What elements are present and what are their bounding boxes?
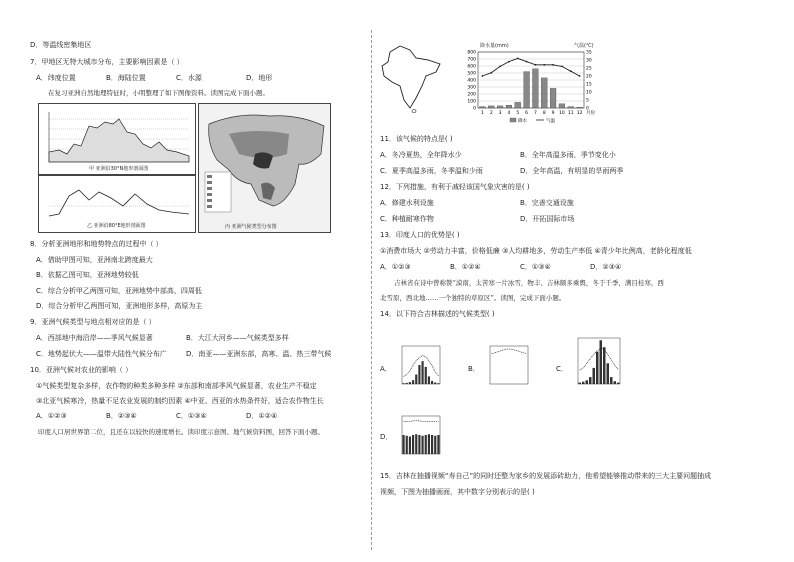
temperature-point xyxy=(570,70,572,72)
x-tick-label: 11 xyxy=(567,111,574,116)
mini-precip-bar xyxy=(431,381,433,384)
precip-bar xyxy=(550,88,556,108)
intro-jilin-1: 吉林省在诗中曾称赞“漠南，太苦寒一片冰雪，物丰、吉林颇多乘舆，冬于千季，满目桂寒，西 xyxy=(394,279,664,287)
q9-option-c: C．地势起伏大——温带大陆性气候分布广 xyxy=(36,350,167,358)
mini-frame xyxy=(578,338,620,384)
mini-precip-bar xyxy=(406,383,408,384)
q9-option-b: B．大江大河乡——气候类型多样 xyxy=(186,334,289,342)
q11-option-c: C．夏季高温多雨，冬季温和少雨 xyxy=(380,167,483,175)
q12-stem: 12．下列措施，有利于减轻该国气象灾害的是( ) xyxy=(380,183,530,191)
q13-option-a: A．①②③ xyxy=(380,263,411,271)
q14-option-d-diagram[interactable] xyxy=(392,410,450,462)
india-outline-svg xyxy=(378,42,448,114)
mini-frame xyxy=(402,346,440,384)
india-map xyxy=(378,42,448,114)
q11-stem: 11．该气候的特点是( ) xyxy=(380,135,453,143)
q10-statement-2: ③北亚气候寒冷，热量不足农业发展的制约因素 ④中亚、西亚的水热条件好，适合农作物生长 xyxy=(36,397,324,405)
x-tick-label: 2 xyxy=(489,111,493,116)
q14-option-b-label: B． xyxy=(468,365,480,373)
x-tick-label: 1 xyxy=(480,111,484,116)
mini-precip-bar xyxy=(600,340,603,384)
precip-bar xyxy=(497,106,503,108)
temperature-point xyxy=(508,61,510,63)
mini-precip-bar xyxy=(610,377,613,384)
q7-stem: 7．甲地区无特大城市分布，主要影响因素是（ ） xyxy=(30,58,184,66)
q14-option-a-diagram[interactable] xyxy=(392,340,450,392)
q6-option-d: D．等温线密集地区 xyxy=(30,41,92,49)
figure-jia-profile xyxy=(38,103,196,175)
temperature-point xyxy=(499,66,501,68)
figure-yi-profile xyxy=(38,175,196,233)
mini-precip-bar xyxy=(437,383,439,384)
y-tick-right: 20 xyxy=(586,74,592,80)
mini-precip-bar xyxy=(412,435,414,454)
mini-precip-bar xyxy=(403,435,405,454)
mini-precip-bar xyxy=(596,352,599,384)
mini-precip-bar xyxy=(617,383,620,384)
chart-ylabel-right: 气温(℃) xyxy=(574,43,594,49)
q11-option-d: D．全年高温，有明显的旱雨两季 xyxy=(520,167,624,175)
q10-option-b: B．②③④ xyxy=(106,412,137,420)
mini-precip-bar xyxy=(589,377,592,384)
mini-temp-line xyxy=(492,349,527,354)
q13-option-b: B．①②④ xyxy=(450,263,481,271)
mini-precip-bar xyxy=(586,380,589,384)
y-tick-right: 15 xyxy=(586,82,592,88)
fig-jia-caption: 甲 亚洲沿30°N地形剖面图 xyxy=(89,166,149,172)
legend-line-label: 气温 xyxy=(546,119,555,124)
asia-climate-map-svg xyxy=(199,104,330,224)
temperature-point xyxy=(543,64,545,66)
mini-climate-a-svg xyxy=(392,340,450,392)
mini-climate-d-svg xyxy=(392,410,450,462)
precip-bar xyxy=(577,107,583,108)
q7-option-d: D．地形 xyxy=(246,74,273,82)
mini-temp-line xyxy=(404,421,439,422)
figure-bing-climate-map xyxy=(198,103,331,233)
x-tick-label: 8 xyxy=(542,111,546,116)
temperature-point xyxy=(579,75,581,77)
mini-precip-bar xyxy=(418,365,420,384)
x-tick-label: 5 xyxy=(516,111,520,116)
q8-stem: 8．分析亚洲地形和地势特点的过程中（ ） xyxy=(30,240,163,248)
q14-option-c-label: C． xyxy=(556,365,568,373)
q10-stem: 10．亚洲气候对农业的影响（ ） xyxy=(30,366,133,374)
profile-30n-svg xyxy=(39,104,195,174)
mini-climate-b-svg xyxy=(480,340,538,392)
y-tick-left: 400 xyxy=(467,78,476,84)
y-tick-left: 600 xyxy=(467,64,476,70)
mini-precip-bar xyxy=(425,367,427,384)
mini-precip-bar xyxy=(406,436,408,454)
q7-option-c: C．水源 xyxy=(176,74,202,82)
mini-precip-bar xyxy=(614,381,617,384)
precip-bar xyxy=(488,106,494,108)
y-tick-right: 30 xyxy=(586,58,592,64)
y-tick-right: 5 xyxy=(586,98,589,104)
temperature-point xyxy=(561,66,563,68)
precip-bar xyxy=(515,102,521,108)
precip-bar xyxy=(533,69,539,108)
intro-asia: 在复习亚洲自然地理特征时，小明整理了如下图像资料。读图完成下面小题。 xyxy=(48,89,269,97)
mini-precip-bar xyxy=(434,436,436,454)
q15-stem-1: 15．吉林在抽播视频“寿自己”的同时还整为家乡的发展添砖助力，他希望能够推动带来的三大主要问题抽成 xyxy=(380,472,712,480)
mini-precip-bar xyxy=(428,376,430,384)
precip-bar xyxy=(568,107,574,108)
q9-stem: 9．亚洲气候类型与地点相对应的是（ ） xyxy=(30,318,156,326)
mini-precip-bar xyxy=(422,436,424,454)
y-tick-right: 25 xyxy=(586,66,592,72)
fig-yi-caption: 乙 亚洲沿80°E地形剖面图 xyxy=(87,223,146,229)
temperature-point xyxy=(526,61,528,63)
x-tick-label: 7 xyxy=(533,111,537,116)
mini-precip-bar xyxy=(415,375,417,385)
y-tick-right: 0 xyxy=(586,106,589,112)
mini-precip-bar xyxy=(431,435,433,454)
intro-india: 印度人口居世界第二位，且还在以较快的速度增长。读印度示意图、地气候资料图，回答下面小题。 xyxy=(38,428,324,436)
x-tick-label: 4 xyxy=(507,111,511,116)
temperature-point xyxy=(482,75,484,77)
chart-ylabel-left: 降水量(mm) xyxy=(480,43,509,49)
precip-bar xyxy=(559,104,565,108)
mini-precip-bar xyxy=(415,434,417,454)
mini-temp-line xyxy=(580,348,619,370)
q8-option-a: A．借助甲图可知，亚洲南北跨度最大 xyxy=(36,256,153,264)
mini-precip-bar xyxy=(579,383,582,384)
mini-temp-line xyxy=(404,356,439,377)
legend-bar-label: 降水 xyxy=(518,119,527,124)
temperature-point xyxy=(535,64,537,66)
mini-precip-bar xyxy=(593,368,596,384)
q14-option-a-label: A． xyxy=(380,365,392,373)
q14-stem: 14．以下符合吉林描述的气候类型( ) xyxy=(380,310,495,318)
precip-bar xyxy=(541,78,547,108)
q8-option-b: B．依据乙图可知，亚洲地势较低 xyxy=(36,271,139,279)
precip-bar xyxy=(480,107,486,108)
x-axis-unit: 月份 xyxy=(586,111,595,116)
mini-precip-bar xyxy=(403,383,405,384)
q13-stem: 13．印度人口的优势是( ) xyxy=(380,231,460,239)
temperature-line xyxy=(482,58,579,76)
x-tick-label: 3 xyxy=(498,111,502,116)
climate-chart xyxy=(452,42,612,128)
precip-bar xyxy=(506,105,512,108)
q13-option-d: D．②③④ xyxy=(590,263,622,271)
y-tick-left: 0 xyxy=(473,106,476,112)
q12-option-c: C．种植耐寒作物 xyxy=(380,215,434,223)
y-tick-left: 300 xyxy=(467,85,476,91)
q9-option-a: A．西部地中海沿岸——季风气候显著 xyxy=(36,334,153,342)
q12-option-d: D．开拓国际市场 xyxy=(520,215,575,223)
q11-option-a: A．冬冷夏热，全年降水少 xyxy=(380,151,462,159)
y-tick-left: 100 xyxy=(467,99,476,105)
mini-precip-bar xyxy=(437,435,439,454)
q8-option-c: C．综合分析甲乙两图可知，亚洲地势中部高、四周低 xyxy=(36,287,202,295)
temperature-point xyxy=(552,64,554,66)
q15-stem-2: 视频，下图为抽播画面，其中数字分别表示的是( ) xyxy=(380,488,535,496)
x-tick-label: 10 xyxy=(559,111,565,116)
y-tick-left: 500 xyxy=(467,71,476,77)
q10-option-a: A．①②③ xyxy=(36,412,67,420)
y-tick-left: 800 xyxy=(467,50,476,56)
mini-precip-bar xyxy=(434,382,436,384)
mini-precip-bar xyxy=(409,382,411,384)
q9-option-d: D．南亚——亚洲东部，高寒、温、热三带气候 xyxy=(186,350,332,358)
column-divider xyxy=(371,30,372,550)
x-tick-label: 6 xyxy=(525,111,529,116)
mini-frame xyxy=(490,346,528,384)
q12-option-b: B．完善交通设施 xyxy=(520,199,574,207)
fig-bing-caption: 丙 亚洲气候类型分布图 xyxy=(225,224,277,230)
climate-chart-svg xyxy=(452,42,612,128)
q14-option-c-diagram[interactable] xyxy=(568,332,630,392)
q12-option-a: A．修建水利设施 xyxy=(380,199,434,207)
intro-jilin-2: 北雪原，西北地……一个独特的草原区”。读图，完成下面小题。 xyxy=(380,294,566,302)
mini-precip-bar xyxy=(418,435,420,454)
q14-option-b-diagram[interactable] xyxy=(480,340,538,392)
mini-precip-bar xyxy=(603,347,606,384)
x-tick-label: 12 xyxy=(576,111,583,116)
q7-option-a: A．纬度位置 xyxy=(36,74,76,82)
mini-climate-c-svg xyxy=(568,332,630,392)
q10-statement-1: ①气候类型复杂多样，农作物的种类多种多样 ②东部和南部季风气候显著，农业生产不稳定 xyxy=(36,382,317,390)
temperature-point xyxy=(517,58,519,60)
legend-bar-swatch xyxy=(510,118,516,122)
q14-option-d-label: D． xyxy=(380,433,393,441)
y-tick-right: 35 xyxy=(586,50,592,56)
q7-option-b: B．海陆位置 xyxy=(106,74,146,82)
y-tick-left: 200 xyxy=(467,92,476,98)
mini-precip-bar xyxy=(425,435,427,454)
q13-statements: ①消费市场大 ②劳动力丰富，价格低廉 ③人均耕地多，劳动生产率低 ④青少年比例高，老龄化程度低 xyxy=(380,247,692,255)
mini-precip-bar xyxy=(422,361,424,384)
y-tick-right: 10 xyxy=(586,90,592,96)
mini-precip-bar xyxy=(582,382,585,384)
q13-option-c: C．①③④ xyxy=(520,263,551,271)
mini-precip-bar xyxy=(412,380,414,384)
q10-option-c: C．①③④ xyxy=(176,412,207,420)
q11-option-b: B．全年高温多雨，季节变化小 xyxy=(520,151,616,159)
mini-precip-bar xyxy=(607,363,610,384)
mini-precip-bar xyxy=(428,434,430,454)
q10-option-d: D．①②④ xyxy=(246,412,278,420)
temperature-point xyxy=(490,72,492,74)
precip-bar xyxy=(524,72,530,108)
q8-option-d: D．综合分析甲乙两图可知，亚洲地形多样，高原为主 xyxy=(36,302,203,310)
x-tick-label: 9 xyxy=(551,111,555,116)
y-tick-left: 700 xyxy=(467,57,476,63)
mini-precip-bar xyxy=(409,437,411,454)
